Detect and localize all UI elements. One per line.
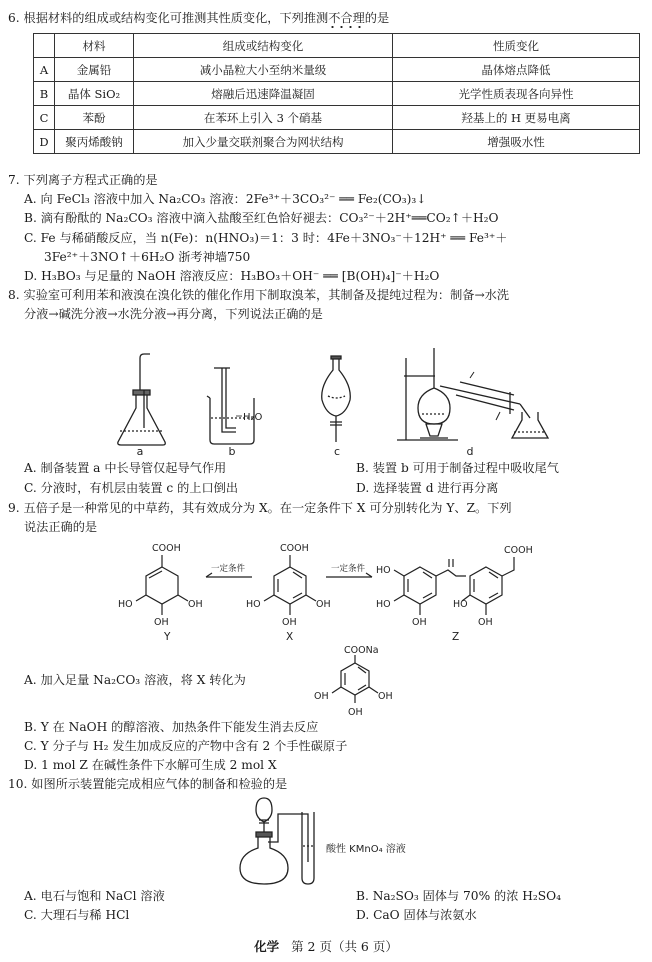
q8-apparatus-figure (0, 328, 652, 458)
opt-a-oh-left: OH (314, 691, 329, 702)
q6-table (33, 33, 640, 154)
z-cooh: COOH (504, 545, 533, 556)
z-ho-top: HO (376, 565, 391, 576)
beaker-b-icon (207, 368, 254, 444)
molecule-y-icon (136, 555, 188, 615)
q9-option-a: A. 加入足量 Na₂CO₃ 溶液，将 X 转化为 (24, 673, 246, 687)
header-change: 组成或结构变化 (134, 34, 393, 58)
table-row: D 聚丙烯酸钠 加入少量交联剂聚合为网状结构 增强吸水性 (34, 130, 640, 154)
q9-option-a-structure (300, 643, 410, 719)
round-flask-icon (240, 798, 308, 884)
q7-option-b: B. 滴有酚酞的 Na₂CO₃ 溶液中滴入盐酸至红色恰好褪去：CO₃²⁻＋2H⁺══CO₂↑＋H₂O (24, 211, 499, 225)
separatory-funnel-c-icon (322, 356, 351, 442)
flask-a-icon (118, 354, 165, 445)
q7-option-c-cont: 3Fe²⁺＋3NO↑＋6H₂O 浙考神墙750 (44, 250, 251, 264)
header-property: 性质变化 (393, 34, 640, 58)
q8-option-b: B. 装置 b 可用于制备过程中吸收尾气 (356, 461, 559, 475)
z-oh-bottom: OH (412, 617, 427, 628)
x-oh-bottom: OH (282, 617, 297, 628)
footer-page: 第 2 页（共 6 页） (291, 939, 398, 954)
q9-structures-figure (0, 537, 652, 645)
table-row: B 晶体 SiO₂ 熔融后迅速降温凝固 光学性质表现各向异性 (34, 82, 640, 106)
q8-option-c: C. 分液时，有机层由装置 c 的上口倒出 (24, 481, 239, 495)
condition-left: 一定条件 (211, 564, 246, 574)
h2o-label: H₂O (243, 412, 263, 423)
distillation-d-icon (397, 348, 548, 440)
y-oh-right: OH (188, 599, 203, 610)
q9-stem: 9. 五倍子是一种常见的中草药，其有效成分为 X。在一定条件下 X 可分别转化为 Y、Z。下列 (8, 501, 512, 515)
label-x: X (286, 631, 294, 643)
x-ho: HO (246, 599, 261, 610)
coona-group: COONa (344, 645, 379, 656)
q7-stem: 7. 下列离子方程式正确的是 (8, 173, 158, 187)
label-z: Z (452, 631, 460, 643)
q6-stem: 6. 根据材料的组成或结构变化可推测其性质变化，下列推测不合理的是 (8, 11, 390, 25)
q9-option-b: B. Y 在 NaOH 的醇溶液、加热条件下能发生消去反应 (24, 720, 319, 734)
table-header-row (34, 34, 640, 58)
q10-option-a: A. 电石与饱和 NaCl 溶液 (24, 889, 165, 903)
q8-option-a: A. 制备装置 a 中长导管仅起导气作用 (24, 461, 227, 475)
q9-option-c: C. Y 分子与 H₂ 发生加成反应的产物中含有 2 个手性碳原子 (24, 739, 348, 753)
y-cooh: COOH (152, 543, 181, 554)
q8-stem: 8. 实验室可利用苯和液溴在溴化铁的催化作用下制取溴苯，其制备及提纯过程为：制备→水洗 (8, 288, 510, 302)
condition-right: 一定条件 (331, 564, 366, 574)
x-oh-right: OH (316, 599, 331, 610)
q7-option-d: D. H₃BO₃ 与足量的 NaOH 溶液反应：H₃BO₃＋OH⁻ ══ [B(OH)₄]⁻＋H₂O (24, 269, 440, 283)
label-d: d (466, 445, 474, 458)
q7-option-c: C. Fe 与稀硝酸反应，当 n(Fe)：n(HNO₃)＝1：3 时：4Fe＋3NO₃⁻＋12H⁺ ══ Fe³⁺＋ (24, 231, 508, 245)
q10-stem: 10. 如图所示装置能完成相应气体的制备和检验的是 (8, 777, 288, 791)
label-y: Y (164, 631, 171, 643)
footer-subject: 化学 (254, 939, 280, 954)
q10-option-d: D. CaO 固体与浓氨水 (356, 908, 477, 922)
z-ho-left: HO (376, 599, 391, 610)
header-material: 材料 (55, 34, 134, 58)
y-ho: HO (118, 599, 133, 610)
page-footer (0, 937, 652, 955)
opt-a-oh-right: OH (378, 691, 393, 702)
label-a: a (136, 445, 144, 458)
q9-stem-cont: 说法正确的是 (24, 520, 98, 534)
q10-option-b: B. Na₂SO₃ 固体与 70% 的浓 H₂SO₄ (356, 889, 562, 903)
q10-option-c: C. 大理石与稀 HCl (24, 908, 130, 922)
q8-stem-cont: 分液→碱洗分液→水洗分液→再分离，下列说法正确的是 (24, 307, 323, 321)
q10-apparatus-figure (0, 796, 652, 890)
z-ho-mid: HO (453, 599, 468, 610)
x-cooh: COOH (280, 543, 309, 554)
table-row: C 苯酚 在苯环上引入 3 个硝基 羟基上的 H 更易电离 (34, 106, 640, 130)
opt-a-oh-bottom: OH (348, 707, 363, 718)
q7-option-a: A. 向 FeCl₃ 溶液中加入 Na₂CO₃ 溶液：2Fe³⁺＋3CO₃²⁻ ══ Fe₂(CO₃)₃↓ (24, 192, 427, 206)
q9-option-d: D. 1 mol Z 在碱性条件下水解可生成 2 mol X (24, 758, 277, 772)
table-row: A 金属铅 减小晶粒大小至纳米量级 晶体熔点降低 (34, 58, 640, 82)
molecule-x-icon (264, 555, 316, 615)
label-c: c (333, 445, 341, 458)
reagent-label: 酸性 KMnO₄ 溶液 (326, 844, 406, 855)
label-b: b (228, 445, 236, 458)
z-oh-right-bottom: OH (478, 617, 493, 628)
y-oh-bottom: OH (154, 617, 169, 628)
q8-option-d: D. 选择装置 d 进行再分离 (356, 481, 499, 495)
